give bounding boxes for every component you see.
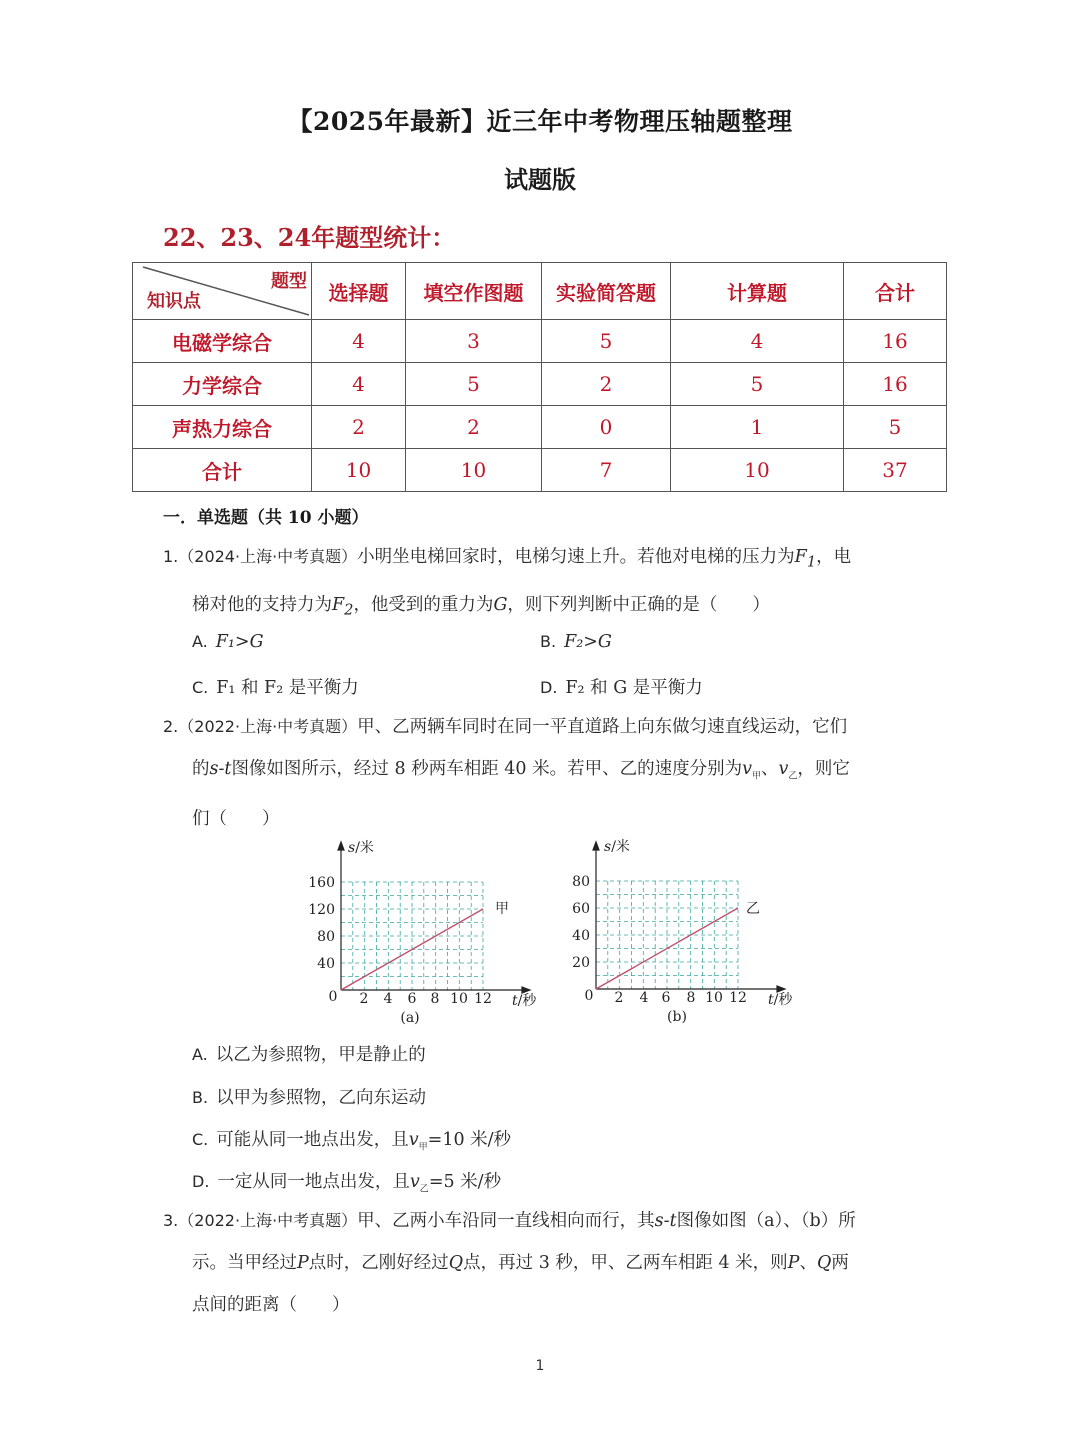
question-text: 梯对他的支持力为 xyxy=(192,594,332,615)
table-header-row xyxy=(133,263,947,320)
table-cell: 5 xyxy=(542,320,671,363)
chart-caption-a: (a) xyxy=(400,1010,420,1026)
x-tick: 2 xyxy=(359,991,369,1007)
x-tick: 0 xyxy=(584,988,594,1004)
option-c[interactable] xyxy=(192,674,359,699)
question-text: 小明坐电梯回家时，电梯匀速上升。若他对电梯的压力为 xyxy=(357,547,795,567)
document-title: 【2025年最新】近三年中考物理压轴题整理 xyxy=(287,107,793,136)
question-source: （2022·上海·中考真题） xyxy=(178,717,358,736)
var-p: P xyxy=(787,1253,800,1273)
question-1 xyxy=(163,536,923,631)
question-3-line-2 xyxy=(163,1242,923,1284)
table-cell: 37 xyxy=(844,449,947,492)
x-tick: 10 xyxy=(450,991,468,1007)
option-text: 一定从同一地点出发，且 xyxy=(217,1172,410,1192)
table-cell: 2 xyxy=(542,363,671,406)
option-letter: D. xyxy=(540,678,558,697)
question-text: 甲、乙两小车沿同一直线相向而行，其 xyxy=(357,1211,655,1231)
y-tick: 120 xyxy=(308,902,335,918)
question-text: 点时，乙刚好经过 xyxy=(308,1253,449,1273)
question-text: ，他受到的重力为 xyxy=(353,594,494,615)
question-source: （2024·上海·中考真题） xyxy=(178,547,358,566)
question-1-line-1 xyxy=(163,536,923,584)
column-header: 实验简答题 xyxy=(542,263,671,320)
question-number: 1. xyxy=(163,547,179,566)
question-text: 图像如图（a）、（b）所 xyxy=(676,1211,856,1231)
page-number: 1 xyxy=(535,1358,545,1374)
y-tick: 80 xyxy=(317,929,335,945)
question-text: 图像如图所示，经过 8 秒两车相距 40 米。若甲、乙的速度分别为 xyxy=(231,759,743,779)
option-letter: D. xyxy=(192,1172,210,1191)
question-text: 示。当甲经过 xyxy=(192,1253,297,1273)
table-cell: 1 xyxy=(671,406,844,449)
table-cell: 5 xyxy=(671,363,844,406)
x-tick: 2 xyxy=(614,990,624,1006)
x-tick: 12 xyxy=(729,990,747,1006)
table-cell: 5 xyxy=(406,363,542,406)
option-letter: A. xyxy=(192,632,208,651)
column-header: 合计 xyxy=(844,263,947,320)
section-heading: 一．单选题（共 10 小题） xyxy=(163,508,369,528)
option-text: 可能从同一地点出发，且 xyxy=(216,1130,409,1150)
table-cell: 16 xyxy=(844,320,947,363)
question-text: 的 xyxy=(192,759,210,779)
row-label: 力学综合 xyxy=(133,363,312,406)
table-cell: 4 xyxy=(312,363,406,406)
table-corner-cell xyxy=(133,263,312,320)
x-tick: 12 xyxy=(474,991,492,1007)
option-text: =5 米/秒 xyxy=(428,1172,502,1192)
option-text: =10 米/秒 xyxy=(427,1130,512,1150)
var-g: G xyxy=(493,594,508,615)
x-axis-label: t/秒 xyxy=(768,992,793,1008)
question-text: 甲、乙两辆车同时在同一平直道路上向东做匀速直线运动，它们 xyxy=(357,717,848,737)
x-tick: 6 xyxy=(407,991,417,1007)
table-cell: 3 xyxy=(406,320,542,363)
question-number: 2. xyxy=(163,717,179,736)
y-tick: 160 xyxy=(308,875,335,891)
y-tick: 60 xyxy=(572,901,590,917)
option-a[interactable] xyxy=(192,632,264,652)
document-subtitle: 试题版 xyxy=(504,165,576,194)
var-v-yi: v xyxy=(778,759,789,779)
option-text: F₁>G xyxy=(215,632,264,652)
option-text: F₁ 和 F₂ 是平衡力 xyxy=(216,678,359,698)
table-cell: 0 xyxy=(542,406,671,449)
option-d[interactable] xyxy=(540,674,703,699)
x-tick: 4 xyxy=(639,990,649,1006)
question-3 xyxy=(163,1200,923,1326)
question-number: 3. xyxy=(163,1211,179,1230)
question-text: ，电 xyxy=(816,547,852,567)
var-f1: F xyxy=(794,547,807,567)
x-tick: 6 xyxy=(661,990,671,1006)
x-tick: 8 xyxy=(430,991,440,1007)
y-tick: 80 xyxy=(572,874,590,890)
option-letter: A. xyxy=(192,1045,208,1064)
series-label-jia: 甲 xyxy=(495,901,509,917)
table-row xyxy=(133,406,947,449)
question-1-line-2 xyxy=(163,584,923,632)
question-2 xyxy=(163,706,923,840)
var-f2: F xyxy=(332,594,345,615)
table-cell: 10 xyxy=(406,449,542,492)
question-text: ，则它 xyxy=(797,759,850,779)
option-text: F₂>G xyxy=(564,632,612,652)
question-text: 点，再过 3 秒，甲、乙两车相距 4 米，则 xyxy=(463,1253,788,1273)
question-3-line-1 xyxy=(163,1200,923,1242)
option-letter: C. xyxy=(192,1130,209,1149)
table-row xyxy=(133,320,947,363)
var-v-jia: v xyxy=(742,759,752,779)
stats-heading: 22、23、24年题型统计： xyxy=(163,223,456,252)
question-text: 两 xyxy=(831,1253,849,1273)
var-v: v xyxy=(408,1130,419,1150)
option-letter: B. xyxy=(192,1088,209,1107)
subscript: 甲 xyxy=(418,1142,428,1153)
question-2-line-3: 们（ ） xyxy=(192,808,280,829)
question-type-stats-table xyxy=(132,262,947,492)
option-b[interactable] xyxy=(540,632,612,652)
column-header: 计算题 xyxy=(671,263,844,320)
x-tick: 4 xyxy=(383,991,393,1007)
chart-caption-b: (b) xyxy=(667,1009,687,1025)
table-cell: 7 xyxy=(542,449,671,492)
option-text: 以乙为参照物，甲是静止的 xyxy=(215,1045,426,1065)
table-cell: 2 xyxy=(312,406,406,449)
question-3-line-3: 点间的距离（ ） xyxy=(192,1295,350,1315)
st-chart-a xyxy=(300,830,550,1030)
option-d[interactable] xyxy=(192,1168,501,1195)
table-cell: 10 xyxy=(671,449,844,492)
y-tick: 20 xyxy=(572,955,590,971)
st-label: s-t xyxy=(209,759,232,779)
question-2-line-1 xyxy=(163,706,923,748)
row-label: 电磁学综合 xyxy=(133,320,312,363)
option-text: F₂ 和 G 是平衡力 xyxy=(565,678,703,698)
question-2-line-2 xyxy=(163,748,923,798)
var-v: v xyxy=(409,1172,420,1192)
var-q: Q xyxy=(816,1253,832,1273)
row-label: 声热力综合 xyxy=(133,406,312,449)
chart-axes xyxy=(593,842,785,992)
subscript: 2 xyxy=(344,601,354,618)
y-axis-label: s/米 xyxy=(348,840,374,856)
table-cell: 16 xyxy=(844,363,947,406)
series-label-yi: 乙 xyxy=(746,901,760,917)
option-letter: B. xyxy=(540,632,557,651)
corner-label-topic: 知识点 xyxy=(147,291,201,312)
x-tick: 8 xyxy=(686,990,696,1006)
row-label: 合计 xyxy=(133,449,312,492)
table-cell: 5 xyxy=(844,406,947,449)
corner-label-type: 题型 xyxy=(271,271,307,292)
question-source: （2022·上海·中考真题） xyxy=(178,1211,358,1230)
option-b[interactable] xyxy=(192,1084,426,1109)
y-axis-label: s/米 xyxy=(604,839,630,855)
x-axis-label: t/秒 xyxy=(512,993,537,1009)
separator: 、 xyxy=(761,759,779,779)
subscript: 乙 xyxy=(788,771,798,782)
table-total-row xyxy=(133,449,947,492)
st-chart-b xyxy=(560,830,810,1030)
y-tick: 40 xyxy=(572,928,590,944)
y-tick: 40 xyxy=(317,956,335,972)
column-header: 选择题 xyxy=(312,263,406,320)
var-p: P xyxy=(297,1253,309,1273)
separator: 、 xyxy=(799,1253,817,1273)
table-cell: 4 xyxy=(671,320,844,363)
table-row xyxy=(133,363,947,406)
table-cell: 10 xyxy=(312,449,406,492)
option-a[interactable] xyxy=(192,1041,426,1066)
column-header: 填空作图题 xyxy=(406,263,542,320)
option-c[interactable] xyxy=(192,1126,511,1153)
x-tick: 10 xyxy=(705,990,723,1006)
table-cell: 2 xyxy=(406,406,542,449)
subscript: 乙 xyxy=(419,1184,429,1195)
question-text: ，则下列判断中正确的是（ ） xyxy=(507,594,770,615)
subscript: 1 xyxy=(806,553,817,571)
st-label: s-t xyxy=(654,1211,677,1231)
chart-axes xyxy=(338,842,530,993)
option-letter: C. xyxy=(192,678,209,697)
subscript: 甲 xyxy=(751,771,761,782)
x-tick: 0 xyxy=(328,989,338,1005)
chart-grid xyxy=(341,882,483,990)
var-q: Q xyxy=(448,1253,464,1273)
table-cell: 4 xyxy=(312,320,406,363)
option-text: 以甲为参照物，乙向东运动 xyxy=(216,1088,427,1108)
chart-grid xyxy=(596,881,738,989)
